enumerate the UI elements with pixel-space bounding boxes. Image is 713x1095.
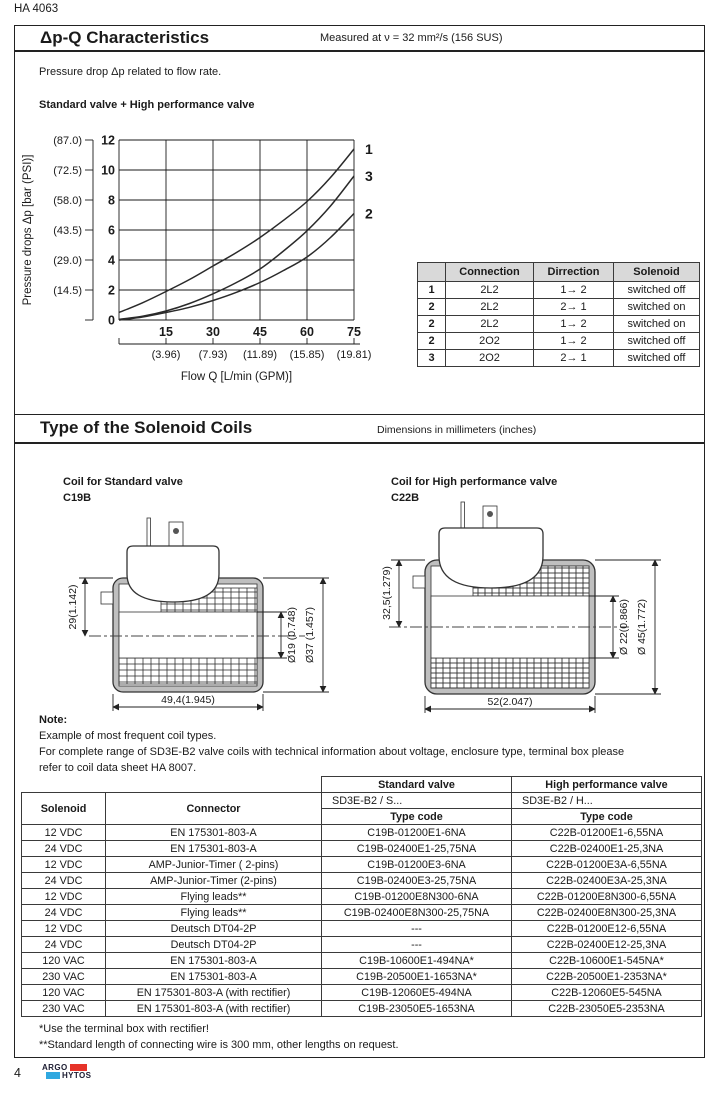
table-cell: 3 xyxy=(418,350,446,367)
table-cell: 12 VDC xyxy=(22,825,106,841)
table-row xyxy=(418,282,700,299)
series-hp: SD3E-B2 / H... xyxy=(512,793,702,809)
table-cell: C22B-12060E5-545NA xyxy=(512,985,702,1001)
table-cell: EN 175301-803-A xyxy=(106,969,322,985)
section1-header xyxy=(15,26,704,52)
logo-hytos-text: HYTOS xyxy=(62,1070,92,1080)
section2-title: Type of the Solenoid Coils xyxy=(40,418,253,437)
x-tick-label: 60 xyxy=(300,325,314,339)
table-cell: AMP-Junior-Timer ( 2-pins) xyxy=(106,857,322,873)
table-cell: C22B-01200E12-6,55NA xyxy=(512,921,702,937)
table-cell: C22B-01200E8N300-6,55NA xyxy=(512,889,702,905)
table-cell: C22B-02400E8N300-25,3NA xyxy=(512,905,702,921)
table-cell: 24 VDC xyxy=(22,873,106,889)
column-header-solenoid: Solenoid xyxy=(22,793,106,825)
dp-q-chart-svg xyxy=(19,128,413,396)
table-cell: switched off xyxy=(614,350,700,367)
table-cell: --- xyxy=(322,921,512,937)
table-cell: Deutsch DT04-2P xyxy=(106,937,322,953)
table-cell: 2L2 xyxy=(446,299,534,316)
document-reference: HA 4063 xyxy=(14,3,59,15)
table-cell: switched on xyxy=(614,299,700,316)
x-tick-gpm-label: (19.81) xyxy=(336,349,372,361)
table-row xyxy=(22,857,702,873)
table-cell: C22B-20500E1-2353NA* xyxy=(512,969,702,985)
table-cell: 2O2 xyxy=(446,350,534,367)
table-cell: C19B-10600E1-494NA* xyxy=(322,953,512,969)
column-header-connector: Connector xyxy=(106,793,322,825)
table-row xyxy=(22,889,702,905)
x-axis-title: Flow Q [L/min (GPM)] xyxy=(180,371,293,383)
standard-coil-model: C19B xyxy=(63,492,92,504)
table-cell: 24 VDC xyxy=(22,841,106,857)
dim-width-label: 49,4(1.945) xyxy=(161,694,215,706)
y-tick-label: 12 xyxy=(101,133,115,148)
y-tick-psi-label: (58.0) xyxy=(53,195,82,207)
x-tick-gpm-label: (3.96) xyxy=(151,349,181,361)
dim-height-label: 32,5(1.279) xyxy=(381,566,393,620)
table-cell: C22B-23050E5-2353NA xyxy=(512,1001,702,1017)
y-tick-psi-label: (87.0) xyxy=(53,135,82,147)
dim-outer-dia-label: Ø37 (1.457) xyxy=(304,606,316,664)
y-tick-label: 2 xyxy=(108,283,115,298)
y-tick-psi-label: (14.5) xyxy=(53,285,82,297)
table-cell: C22B-02400E12-25,3NA xyxy=(512,937,702,953)
note-block xyxy=(39,712,624,776)
curve-2 xyxy=(119,214,354,321)
table-row xyxy=(22,937,702,953)
intro-text: Pressure drop Δp related to flow rate. xyxy=(39,66,222,78)
footnote-1: *Use the terminal box with rectifier! xyxy=(39,1023,209,1035)
table-row xyxy=(22,825,702,841)
table-cell: C22B-10600E1-545NA* xyxy=(512,953,702,969)
type-code-table xyxy=(21,776,702,1017)
table-cell: 2 xyxy=(418,316,446,333)
table-cell: 230 VAC xyxy=(22,1001,106,1017)
table-cell: 12 VDC xyxy=(22,889,106,905)
table-cell: 120 VAC xyxy=(22,953,106,969)
y-tick-label: 6 xyxy=(108,223,115,238)
note-line: For complete range of SD3E-B2 valve coils with technical information about voltage, enclosure type, terminal box please xyxy=(39,746,625,758)
table-cell: switched on xyxy=(614,316,700,333)
section1-title: Δp-Q Characteristics xyxy=(40,28,210,47)
y-tick-label: 4 xyxy=(108,253,115,268)
table-cell: AMP-Junior-Timer (2-pins) xyxy=(106,873,322,889)
page-frame xyxy=(14,25,705,1058)
x-tick-label: 30 xyxy=(206,325,220,339)
standard-coil-label xyxy=(63,474,183,506)
table-cell: C22B-01200E3A-6,55NA xyxy=(512,857,702,873)
page-number: 4 xyxy=(14,1066,21,1080)
table-cell: 230 VAC xyxy=(22,969,106,985)
dp-q-chart xyxy=(19,128,413,401)
table-cell: 24 VDC xyxy=(22,905,106,921)
table-row xyxy=(22,953,702,969)
table-cell: 1→ 2 xyxy=(534,333,614,350)
type-code-header-standard: Type code xyxy=(322,809,512,825)
table-row xyxy=(22,905,702,921)
y-tick-psi-label: (29.0) xyxy=(53,255,82,267)
flow-direction-table xyxy=(417,262,700,367)
dim-width-label: 52(2.047) xyxy=(487,696,533,708)
series-standard: SD3E-B2 / S... xyxy=(322,793,512,809)
y-tick-psi-label: (72.5) xyxy=(53,165,82,177)
table-cell: C19B-23050E5-1653NA xyxy=(322,1001,512,1017)
coil-diagram-standard xyxy=(55,508,345,714)
table-cell: C19B-01200E8N300-6NA xyxy=(322,889,512,905)
chart-subtitle: Standard valve + High performance valve xyxy=(39,99,255,111)
column-header-index xyxy=(418,263,446,282)
x-tick-gpm-label: (7.93) xyxy=(198,349,228,361)
table-cell: Flying leads** xyxy=(106,889,322,905)
x-tick-gpm-label: (11.89) xyxy=(242,349,278,361)
x-tick-label: 75 xyxy=(347,325,361,339)
table-row xyxy=(22,969,702,985)
table-cell: Flying leads** xyxy=(106,905,322,921)
group-header-hp: High performance valve xyxy=(512,777,702,793)
table-cell: 1 xyxy=(418,282,446,299)
table-header-row xyxy=(418,263,700,282)
footnotes xyxy=(39,1021,399,1053)
note-line: refer to coil data sheet HA 8007. xyxy=(39,762,197,774)
empty-cell xyxy=(22,777,322,793)
x-tick-label: 45 xyxy=(253,325,267,339)
table-cell: C19B-01200E1-6NA xyxy=(322,825,512,841)
section2-header xyxy=(15,414,704,444)
coil-diagram-hp xyxy=(373,498,673,718)
table-cell: C19B-02400E1-25,75NA xyxy=(322,841,512,857)
curve-label-3: 3 xyxy=(365,168,373,184)
table-cell: EN 175301-803-A xyxy=(106,825,322,841)
dim-outer-dia-label: Ø 45(1.772) xyxy=(636,598,648,656)
table-cell: C22B-02400E1-25,3NA xyxy=(512,841,702,857)
standard-coil-title: Coil for Standard valve xyxy=(63,476,183,488)
table-cell: C22B-01200E1-6,55NA xyxy=(512,825,702,841)
flow-table-body xyxy=(418,282,700,367)
table-cell: EN 175301-803-A (with rectifier) xyxy=(106,1001,322,1017)
curve-label-1: 1 xyxy=(365,141,373,157)
table-cell: C19B-02400E3-25,75NA xyxy=(322,873,512,889)
table-cell: Deutsch DT04-2P xyxy=(106,921,322,937)
group-header-standard: Standard valve xyxy=(322,777,512,793)
dim-height-label: 29(1.142) xyxy=(67,584,79,630)
table-cell: 2O2 xyxy=(446,333,534,350)
table-cell: 2→ 1 xyxy=(534,299,614,316)
table-cell: 24 VDC xyxy=(22,937,106,953)
dim-inner-dia-label: Ø19 (0.748) xyxy=(286,606,298,664)
x-tick-label: 15 xyxy=(159,325,173,339)
table-cell: C22B-02400E3A-25,3NA xyxy=(512,873,702,889)
argo-hytos-logo xyxy=(42,1063,91,1079)
note-label: Note: xyxy=(39,714,68,726)
table-row xyxy=(22,921,702,937)
y-tick-psi-label: (43.5) xyxy=(53,225,82,237)
logo-red-mark xyxy=(70,1064,87,1071)
curve-label-2: 2 xyxy=(365,205,373,222)
table-cell: C19B-12060E5-494NA xyxy=(322,985,512,1001)
y-tick-label: 8 xyxy=(108,193,115,208)
table-row xyxy=(418,333,700,350)
table-cell: 2 xyxy=(418,299,446,316)
table-cell: C19B-02400E8N300-25,75NA xyxy=(322,905,512,921)
table-row xyxy=(22,873,702,889)
table-cell: 2L2 xyxy=(446,282,534,299)
y-tick-label: 10 xyxy=(101,163,115,178)
table-row xyxy=(418,316,700,333)
note-line: Example of most frequent coil types. xyxy=(39,730,217,742)
y-tick-label: 0 xyxy=(108,313,115,328)
type-table-body xyxy=(22,825,702,1017)
table-cell: switched off xyxy=(614,282,700,299)
table-cell: 2→ 1 xyxy=(534,350,614,367)
table-row xyxy=(22,1001,702,1017)
measured-at-note: Measured at ν = 32 mm²/s (156 SUS) xyxy=(320,32,503,44)
table-cell: C19B-20500E1-1653NA* xyxy=(322,969,512,985)
table-group-row xyxy=(22,777,702,793)
column-header-connection: Connection xyxy=(446,263,534,282)
hp-coil-title: Coil for High performance valve xyxy=(391,476,558,488)
hp-coil-model: C22B xyxy=(391,492,420,504)
column-header-solenoid: Solenoid xyxy=(614,263,700,282)
curve-1 xyxy=(119,149,354,313)
table-cell: 1→ 2 xyxy=(534,282,614,299)
footnote-2: **Standard length of connecting wire is 300 mm, other lengths on request. xyxy=(39,1039,399,1051)
y-axis-title: Pressure drops Δp [bar (PSI)] xyxy=(22,154,34,306)
table-row xyxy=(22,841,702,857)
table-cell: EN 175301-803-A (with rectifier) xyxy=(106,985,322,1001)
table-cell: 120 VAC xyxy=(22,985,106,1001)
dimensions-note: Dimensions in millimeters (inches) xyxy=(377,424,537,436)
dim-inner-dia-label: Ø 22(0.866) xyxy=(618,598,630,656)
logo-argo-text: ARGO xyxy=(42,1062,68,1072)
table-cell: EN 175301-803-A xyxy=(106,841,322,857)
table-cell: 2 xyxy=(418,333,446,350)
table-row xyxy=(22,985,702,1001)
table-cell: 12 VDC xyxy=(22,921,106,937)
table-cell: 2L2 xyxy=(446,316,534,333)
column-header-direction: Dirrection xyxy=(534,263,614,282)
table-cell: 1→ 2 xyxy=(534,316,614,333)
table-header-row xyxy=(22,793,702,809)
type-code-header-hp: Type code xyxy=(512,809,702,825)
table-cell: C19B-01200E3-6NA xyxy=(322,857,512,873)
table-cell: switched off xyxy=(614,333,700,350)
table-cell: EN 175301-803-A xyxy=(106,953,322,969)
logo-blue-mark xyxy=(46,1072,60,1079)
table-row xyxy=(418,299,700,316)
table-cell: --- xyxy=(322,937,512,953)
table-cell: 12 VDC xyxy=(22,857,106,873)
x-tick-gpm-label: (15.85) xyxy=(289,349,325,361)
table-row xyxy=(418,350,700,367)
